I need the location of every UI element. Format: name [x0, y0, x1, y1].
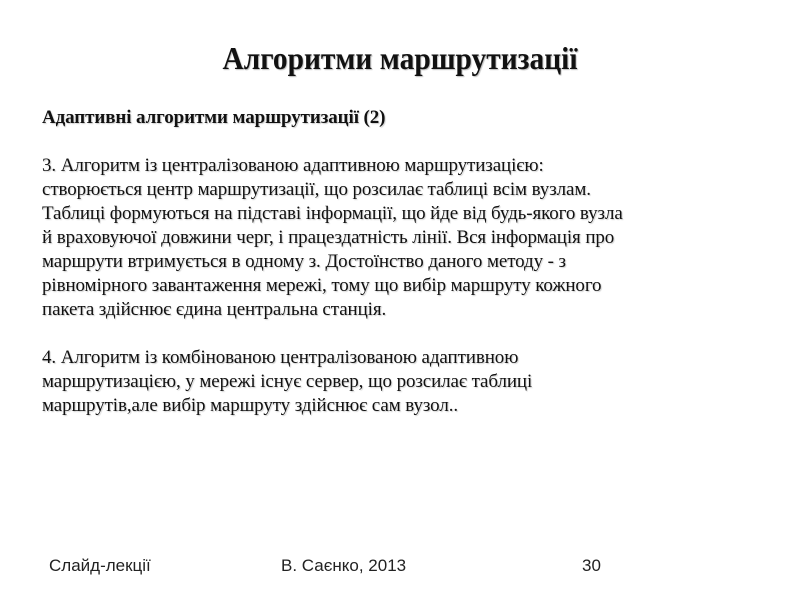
paragraph-3: [42, 154, 762, 322]
slide-title: Алгоритми маршрутизації: [222, 40, 578, 76]
paragraph-3-line: й враховуючої довжини черг, і працездатність лінії. Вся інформація про: [42, 227, 615, 248]
paragraph-3-line: рівномірного завантаження мережі, тому що вибір маршруту кожного: [42, 275, 602, 296]
slide-body: [42, 106, 762, 418]
paragraph-3-line: 3. Алгоритм із централізованою адаптивною маршрутизацією:: [42, 155, 544, 176]
paragraph-4-line: маршрутизацією, у мережі існує сервер, що розсилає таблиці: [42, 371, 533, 392]
paragraph-3-line: Таблиці формуються на підставі інформації, що йде від будь-якого вузла: [42, 203, 623, 224]
section-subtitle: Адаптивні алгоритми маршрутизації (2): [42, 107, 386, 128]
spacer: [42, 130, 762, 154]
paragraph-3-line: створюється центр маршрутизації, що розсилає таблиці всім вузлам.: [42, 179, 591, 200]
paragraph-4-line: 4. Алгоритм із комбінованою централізованою адаптивною: [42, 347, 519, 368]
paragraph-4-line: маршрутів,але вибір маршруту здійснює сам вузол..: [42, 395, 459, 416]
spacer: [42, 322, 762, 346]
paragraph-3-line: маршрути втримується в одному з. Достоїнство даного методу - з: [42, 251, 566, 272]
paragraph-3-line: пакета здійснює єдина центральна станція.: [42, 299, 387, 320]
paragraph-4: [42, 346, 762, 418]
footer-author: В. Саєнко, 2013: [281, 556, 407, 575]
footer-course-label: Слайд-лекції: [49, 556, 151, 575]
footer-page-number: 30: [582, 556, 601, 575]
